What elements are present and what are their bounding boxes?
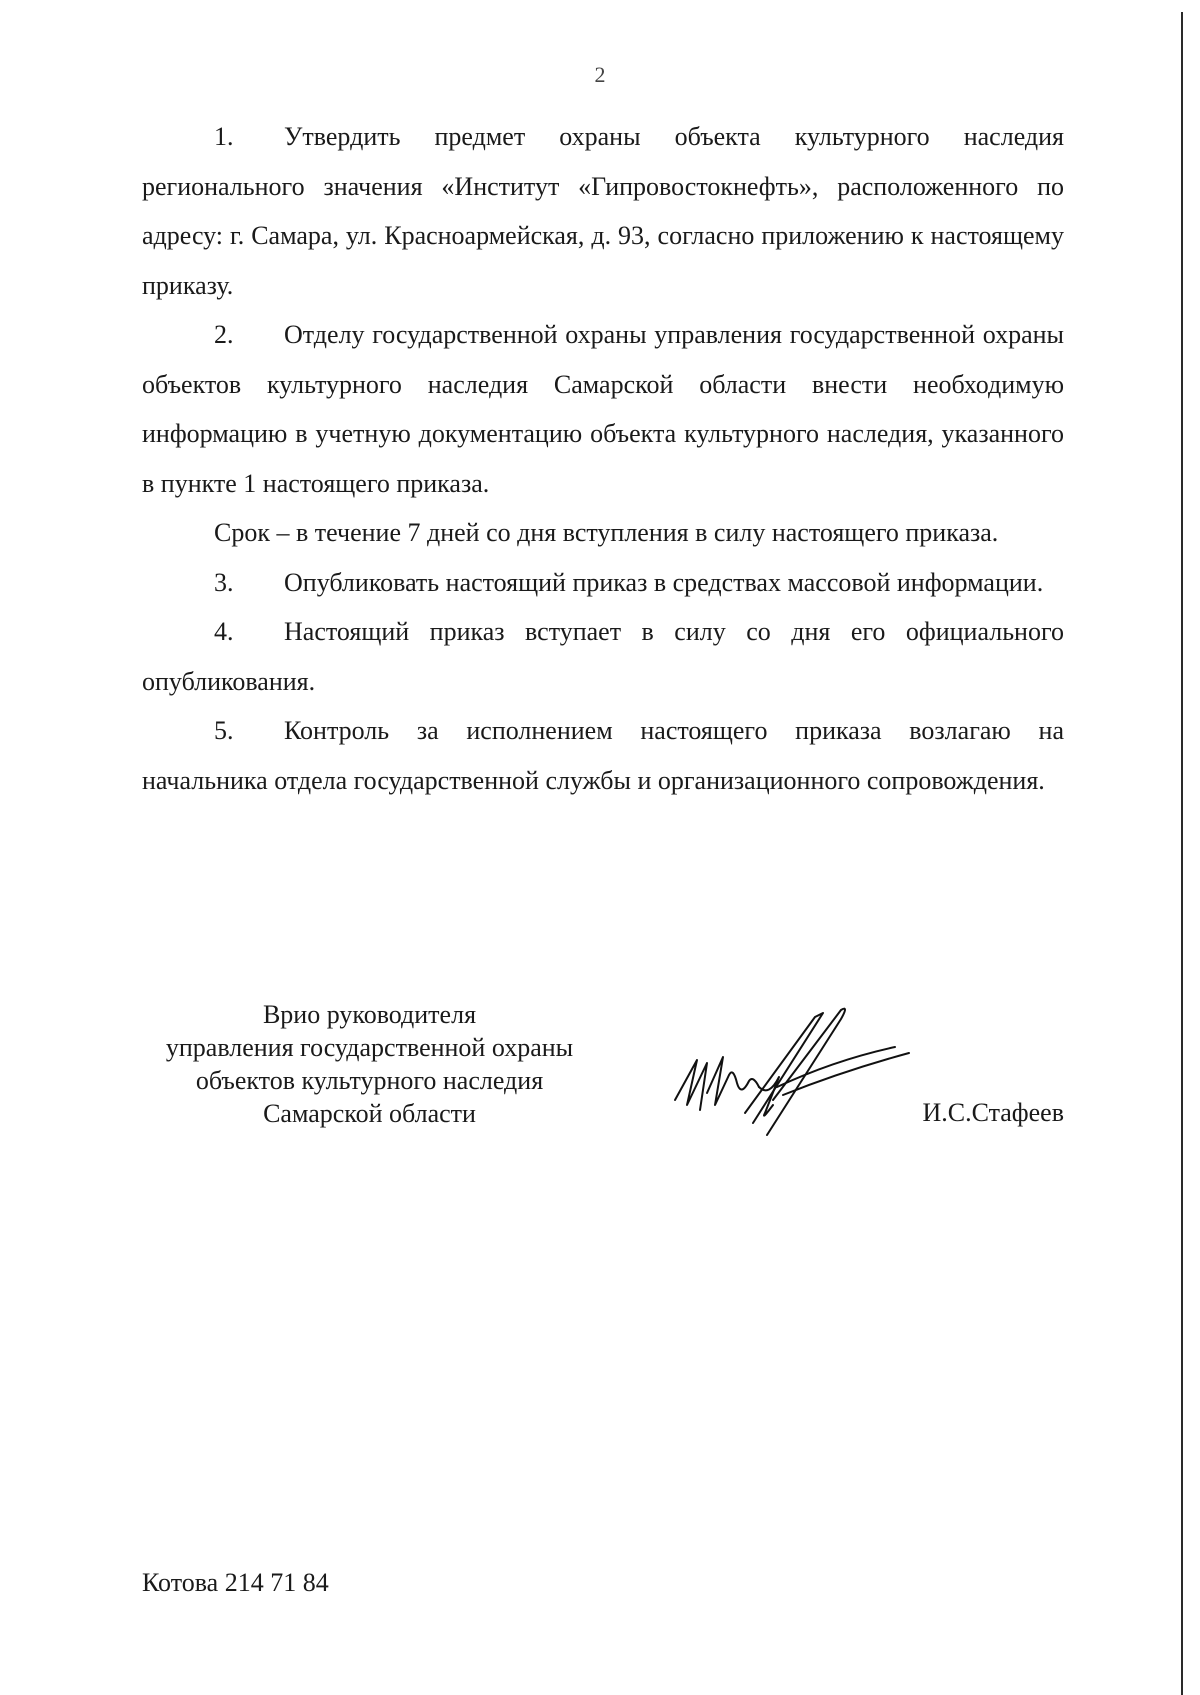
signature-stroke bbox=[767, 1009, 845, 1135]
paragraph-number: 5. bbox=[214, 716, 234, 745]
signature-stroke bbox=[707, 1057, 759, 1105]
position-line: объектов культурного наследия bbox=[195, 1066, 544, 1095]
paragraph-text: Контроль за исполнением настоящего приказа возлагаю на начальника отдела государственной службы и организационного сопровождения. bbox=[142, 716, 1064, 795]
paragraph-3 bbox=[142, 558, 1064, 608]
paragraph-number: 3. bbox=[214, 567, 234, 597]
paragraph-text: Утвердить предмет охраны объекта культурного наследия регионального значения «Институт «Гипровостокнефть», расположенного по адресу: г. Самара, ул. Красноармейская, д. 93, согласно приложению к настоящему приказу. bbox=[142, 122, 1064, 300]
document-body bbox=[142, 112, 1064, 805]
signature-stroke bbox=[777, 1047, 895, 1087]
paragraph-text: Опубликовать настоящий приказ в средствах массовой информации. bbox=[284, 567, 1044, 597]
signer-name: И.С.Стафеев bbox=[922, 1098, 1064, 1127]
paragraph-text: Настоящий приказ вступает в силу со дня его официального опубликования. bbox=[142, 617, 1064, 696]
page-number: 2 bbox=[594, 62, 606, 87]
signature-stroke bbox=[675, 1060, 707, 1110]
paragraph-1 bbox=[142, 112, 1064, 310]
paragraph-number: 2. bbox=[214, 320, 234, 349]
paragraph-number: 1. bbox=[214, 122, 234, 151]
position-line: Самарской области bbox=[263, 1099, 476, 1128]
paragraph-text: Отделу государственной охраны управления государственной охраны объектов культурного наследия Самарской области внести необходимую информацию в учетную документацию объекта культурного наследия, указанного в пункте 1 настоящего приказа. bbox=[142, 320, 1064, 498]
page-edge-divider bbox=[1181, 12, 1183, 1695]
paragraph-4 bbox=[142, 607, 1064, 706]
paragraph-5 bbox=[142, 706, 1064, 805]
paragraph-number: 4. bbox=[214, 617, 234, 646]
deadline-paragraph: Срок – в течение 7 дней со дня вступления в силу настоящего приказа. bbox=[214, 518, 999, 547]
position-line: управления государственной охраны bbox=[165, 1033, 574, 1062]
paragraph-2 bbox=[142, 310, 1064, 508]
position-line: Врио руководителя bbox=[262, 1000, 477, 1029]
executor-contact: Котова 214 71 84 bbox=[142, 1568, 329, 1597]
signatory-position bbox=[142, 998, 597, 1130]
